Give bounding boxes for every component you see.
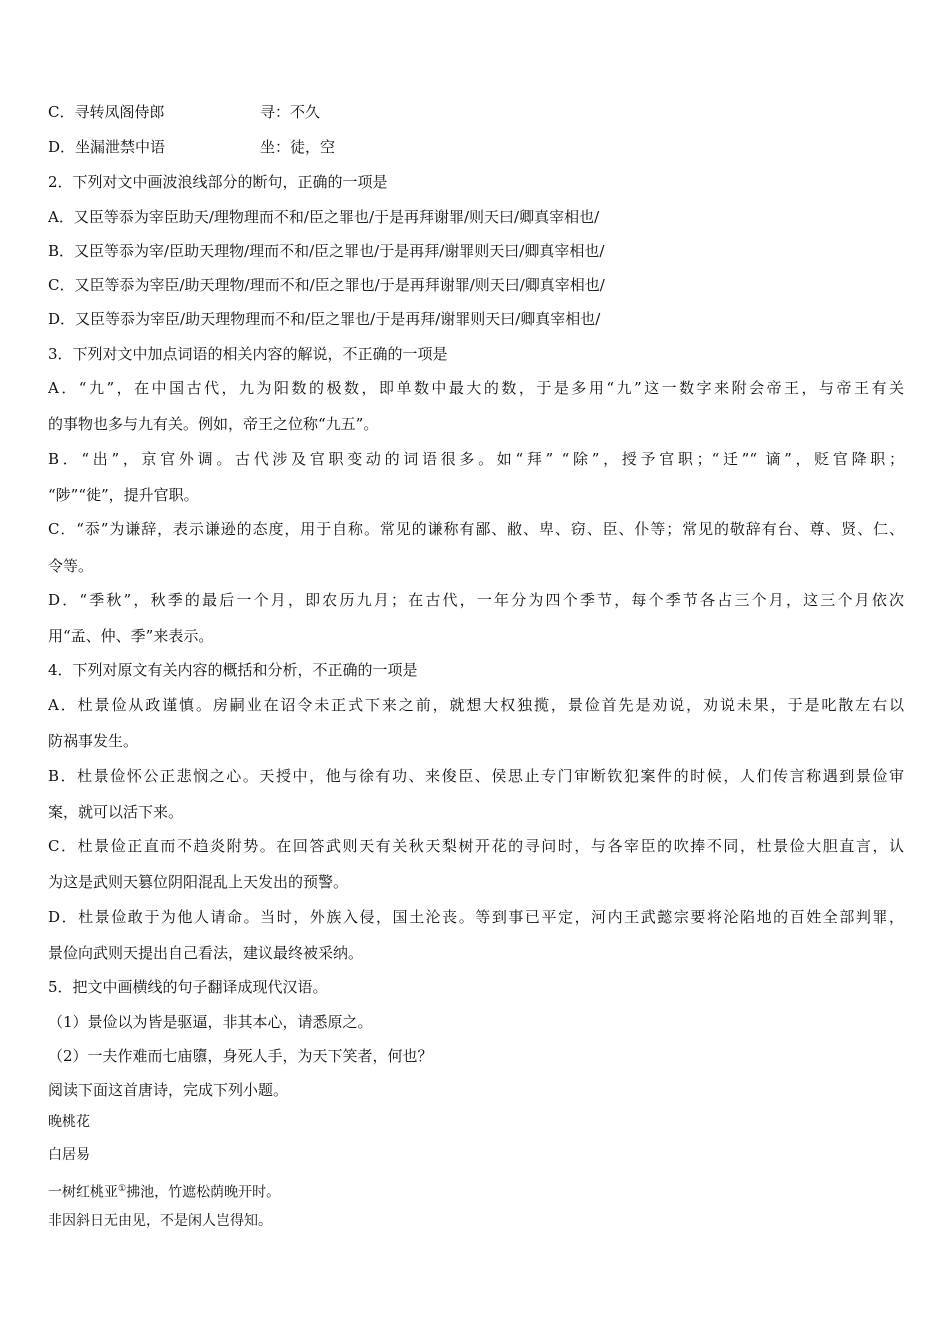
q1-option-d: D．坐漏泄禁中语: [48, 138, 166, 156]
q3-option-c-line1: C．“忝”为谦辞，表示谦逊的态度，用于自称。常见的谦称有鄙、敝、卑、窃、臣、仆等；常见的敬辞有台、尊、贤、仁、: [48, 520, 904, 538]
poem-title: 晚桃花: [48, 1114, 90, 1130]
q3-option-a-line2: 的事物也多与九有关。例如，帝王之位称“九五”。: [48, 415, 379, 433]
q4-option-d-line2: 景俭向武则天提出自己看法，建议最终被采纳。: [48, 944, 364, 962]
q1-option-c: C．寻转凤阁侍郎: [48, 103, 165, 121]
q2-option-c: C．又臣等忝为宰臣/助天理物/理而不和/臣之罪也/于是再拜谢罪/则天曰/卿真宰相也/: [48, 276, 605, 294]
q3-option-b-line1: B．“出”，京官外调。古代涉及官职变动的词语很多。如“拜” “除”，授予官职；“迁”“ 谪”，贬官降职；: [48, 450, 904, 468]
q4-option-c-line1: C．杜景俭正直而不趋炎附势。在回答武则天有关秋天梨树开花的寻问时，与各宰臣的吹捧不同，杜景俭大胆直言，认: [48, 837, 904, 855]
q4-option-d-line1: D．杜景俭敢于为他人请命。当时，外族入侵，国土沦丧。等到事已平定，河内王武懿宗要将沦陷地的百姓全部判罪，: [48, 908, 904, 926]
poem-intro: 阅读下面这首唐诗，完成下列小题。: [48, 1081, 289, 1099]
q4-option-b-line1: B．杜景俭怀公正悲悯之心。天授中，他与徐有功、来俊臣、侯思止专门审断钦犯案件的时候，人们传言称遇到景俭审: [48, 767, 904, 785]
q3-option-d-line1: D．“季秋”，秋季的最后一个月，即农历九月；在古代，一年分为四个季节，每个季节各占三个月，这三个月依次: [48, 591, 904, 609]
q3-stem: 3．下列对文中加点词语的相关内容的解说，不正确的一项是: [48, 345, 448, 363]
q4-stem: 4．下列对原文有关内容的概括和分析，不正确的一项是: [48, 661, 418, 679]
q1-option-c-gloss: 寻：不久: [260, 103, 321, 121]
q4-option-a-line1: A．杜景俭从政谨慎。房嗣业在诏令未正式下来之前，就想大权独揽，景俭首先是劝说，劝说未果，于是叱散左右以: [48, 696, 904, 714]
q4-option-c-line2: 为这是武则天篡位阴阳混乱上天发出的预警。: [48, 873, 349, 891]
poem-author: 白居易: [48, 1147, 90, 1163]
poem-line-2: 非因斜日无由见，不是闲人岂得知。: [48, 1213, 272, 1229]
q4-option-a-line2: 防祸事发生。: [48, 732, 139, 750]
q2-option-b: B．又臣等忝为宰/臣助天理物/理而不和/臣之罪也/于是再拜/谢罪则天曰/卿真宰相也/: [48, 242, 605, 260]
q5-item-1: （1）景俭以为皆是驱逼，非其本心，请悉原之。: [48, 1013, 373, 1031]
q5-item-2: （2）一夫作难而七庙隳，身死人手，为天下笑者，何也？: [48, 1047, 433, 1065]
footnote-marker: ①: [118, 1184, 127, 1194]
q4-option-b-line2: 案，就可以活下来。: [48, 803, 184, 821]
q1-option-d-gloss: 坐：徒，空: [260, 138, 336, 156]
poem-line-1: 一树红桃亚①拂池，竹遮松荫晚开时。: [48, 1184, 281, 1201]
q2-stem: 2．下列对文中画波浪线部分的断句，正确的一项是: [48, 173, 388, 191]
q2-option-a: A．又臣等忝为宰臣助天/理物理而不和/臣之罪也/于是再拜谢罪/则天曰/卿真宰相也/: [48, 208, 600, 226]
q3-option-d-line2: 用“孟、仲、季”来表示。: [48, 627, 214, 645]
q2-option-d: D．又臣等忝为宰臣/助天理物理而不和/臣之罪也/于是再拜/谢罪则天曰/卿真宰相也/: [48, 310, 601, 328]
q5-stem: 5．把文中画横线的句子翻译成现代汉语。: [48, 978, 328, 996]
q3-option-c-line2: 令等。: [48, 557, 94, 575]
q3-option-b-line2: “陟”“徙”，提升官职。: [48, 486, 199, 504]
q3-option-a-line1: A．“九”，在中国古代，九为阳数的极数，即单数中最大的数，于是多用“九”这一数字来附会帝王，与帝王有关: [48, 379, 904, 397]
